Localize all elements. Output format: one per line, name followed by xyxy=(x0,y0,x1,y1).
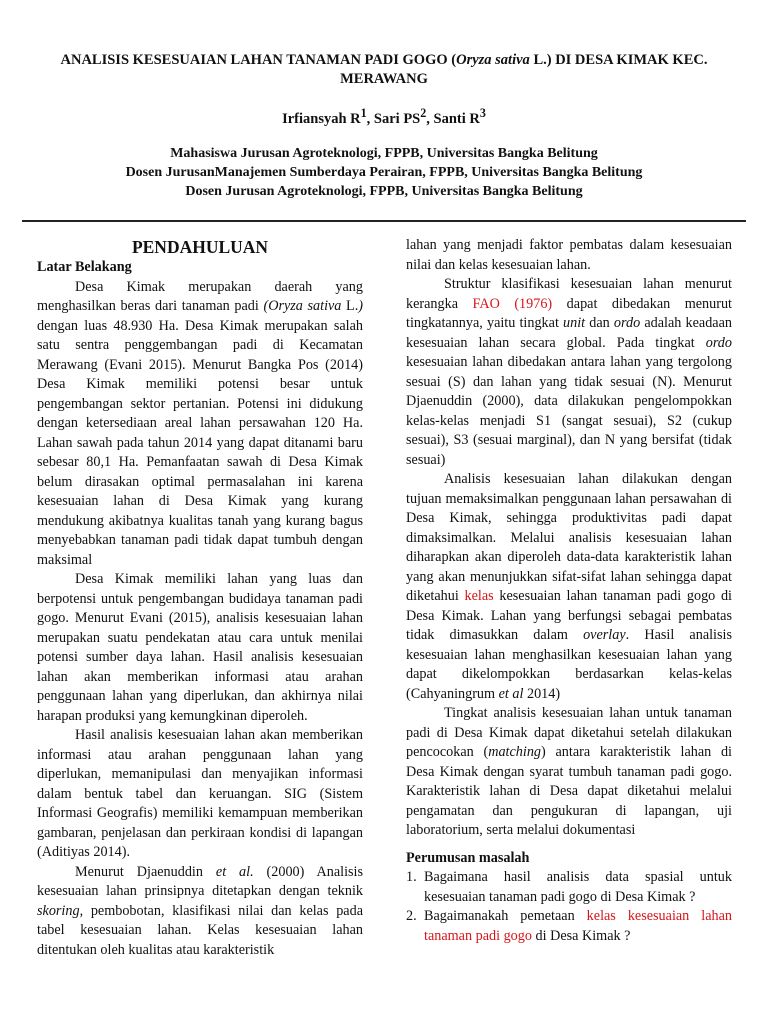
affiliation-line: Dosen Jurusan Agroteknologi, FPPB, Universitas Bangka Belitung xyxy=(185,184,583,199)
author-name: Santi R xyxy=(433,110,480,127)
author-affil-mark: 2 xyxy=(420,106,427,120)
citation-highlight: FAO (1976) xyxy=(472,295,553,312)
author-affil-mark: 1 xyxy=(360,106,367,120)
list-item: 2. Bagaimanakah pemetaan kelas kesesuaian lahan tanaman padi gogo di Desa Kimak ? xyxy=(406,908,733,944)
affiliation-line: Mahasiswa Jurusan Agroteknologi, FPPB, Universitas Bangka Belitung xyxy=(170,146,598,161)
list-item: 1. Bagaimana hasil analisis data spasial untuk kesesuaian tanaman padi gogo di Desa Kimak ? xyxy=(406,869,732,905)
header-divider xyxy=(22,220,746,222)
author-separator: , xyxy=(426,110,434,127)
paragraph: Desa Kimak memiliki lahan yang luas dan berpotensi untuk pengembangan budidaya tanaman padi gogo. Menurut Evani (2015), analisis kesesuaian lahan merupakan suatu pendekatan atau cara untuk menilai potensi sumber daya lahan. Hasil analisis kesesuaian lahan akan memberikan informasi atau arahan penggunaan lahan yang diperlukan, dan akhirnya nilai harapan produksi yang kemungkinan diperoleh. xyxy=(37,571,363,724)
paragraph: Tingkat analisis kesesuaian lahan untuk tanaman padi di Desa Kimak dapat diketahui setelah dilakukan pencocokan (matching) antara karakteristik lahan di Desa Kimak dengan syarat tumbuh tanaman padi gogo. Karakteristik lahan di Desa dapat diketahui melalui pengamatan dan pengukuran di lapangan, uji laboratorium, serta melalui dokumentasi xyxy=(406,705,733,838)
paper-title xyxy=(30,51,738,89)
term-highlight: kelas kesesuaian lahan tanaman padi gogo xyxy=(424,908,733,944)
paragraph: Menurut Djaenuddin et al. (2000) Analisis kesesuaian lahan prinsipnya ditetapkan dengan teknik skoring, pembobotan, klasifikasi nilai dan kelas pada tabel kesesuaian lahan. Kelas kesesuaian lahan ditentukan oleh kualitas atau karakteristik xyxy=(37,863,363,958)
paragraph: Desa Kimak merupakan daerah yang menghasilkan beras dari tanaman padi (Oryza sativa L.) dengan luas 48.930 Ha. Desa Kimak merupakan salah satu sentra penggembangan padi di Kecamatan Merawang (Evani 2015). Menurut Bangka Pos (2014) Desa Kimak memiliki potensi besar untuk pengembangan sektor pertanian. Potensi ini didukung dengan ketersediaan areal lahan persawahan 120 Ha. Lahan sawah pada tahun 2014 yang dapat ditanami baru sebesar 80,1 Ha. Pemanfaatan sawah di Desa Kimak belum dirasakan optimal permasalahan ini karena kesesuaian lahan di Desa Kimak yang kurang mendukung akibatnya kualitas tanah yang kurang bagus menyebabkan tanaman padi tidak dapat tumbuh dengan maksimal xyxy=(37,278,363,568)
left-column xyxy=(37,236,363,960)
author-affil-mark: 3 xyxy=(479,106,486,120)
section-heading: PENDAHULUAN xyxy=(131,237,269,257)
author-name: Sari PS xyxy=(373,110,421,127)
paragraph: Hasil analisis kesesuaian lahan akan memberikan informasi atau arahan penggunaan lahan yang diperlukan, memanipulasi dan menyajikan informasi dalam bentuk tabel dan keruangan. SIG (Sistem Informasi Geografis) memiliki kemampuan memberikan gambaran, penjelasan dan perkiraan kondisi di lapangan (Aditiyas 2014). xyxy=(37,727,363,860)
paragraph: Analisis kesesuaian lahan dilakukan dengan tujuan memaksimalkan penggunaan lahan persawahan di Desa Kimak, sehingga produktivitas padi dapat dimaksimalkan. Melalui analisis kesesuaian lahan diharapkan akan diperoleh data-data karakteristik lahan yang akan menunjukkan sifat-sifat lahan sehingga dapat diketahui kelas kesesuaian lahan tanaman padi gogo di Desa Kimak. Lahan yang berfungsi sebagai pembatas tidak dimasukkan dalam overlay. Hasil analisis kesesuaian lahan menghasilkan kesesuaian lahan yang dapat dikelompokkan berdasarkan kelas-kelas (Cahyaningrum et al 2014) xyxy=(406,471,733,702)
right-column xyxy=(406,236,732,946)
subsection-heading: Latar Belakang xyxy=(37,259,132,275)
title-species: Oryza sativa xyxy=(456,52,530,68)
author-name: Irfiansyah R xyxy=(282,110,361,127)
author-separator: , xyxy=(366,110,374,127)
title-text: ANALISIS KESESUAIAN LAHAN TANAMAN PADI GOGO ( xyxy=(60,52,457,68)
subsection-heading: Perumusan masalah xyxy=(406,849,530,866)
affiliations xyxy=(30,144,738,201)
research-questions xyxy=(406,868,732,946)
paragraph: Struktur klasifikasi kesesuaian lahan menurut kerangka FAO (1976) dapat dibedakan menurut tingkatannya, yaitu tingkat unit dan ordo adalah keadaan kesesuaian lahan secara global. Pada tingkat ordo kesesuaian lahan dibedakan antara lahan yang tergolong sesuai (S) dan lahan yang tidak sesuai (N). Menurut Djaenuddin (2000), data dilakukan pengelompokkan kelas-kelas menjadi S1 (sangat sesuai), S2 (cukup sesuai), S3 (sesuai marginal), dan N yang bersifat (tidak sesuai) xyxy=(406,276,732,468)
author-list xyxy=(30,106,738,128)
title-text-end: L.) DI DESA KIMAK KEC. MERAWANG xyxy=(340,52,708,87)
paragraph: lahan yang menjadi faktor pembatas dalam kesesuaian nilai dan kelas kesesuaian lahan. xyxy=(406,237,732,273)
affiliation-line: Dosen JurusanManajemen Sumberdaya Perairan, FPPB, Universitas Bangka Belitung xyxy=(125,165,643,180)
term-highlight: kelas xyxy=(464,588,494,604)
